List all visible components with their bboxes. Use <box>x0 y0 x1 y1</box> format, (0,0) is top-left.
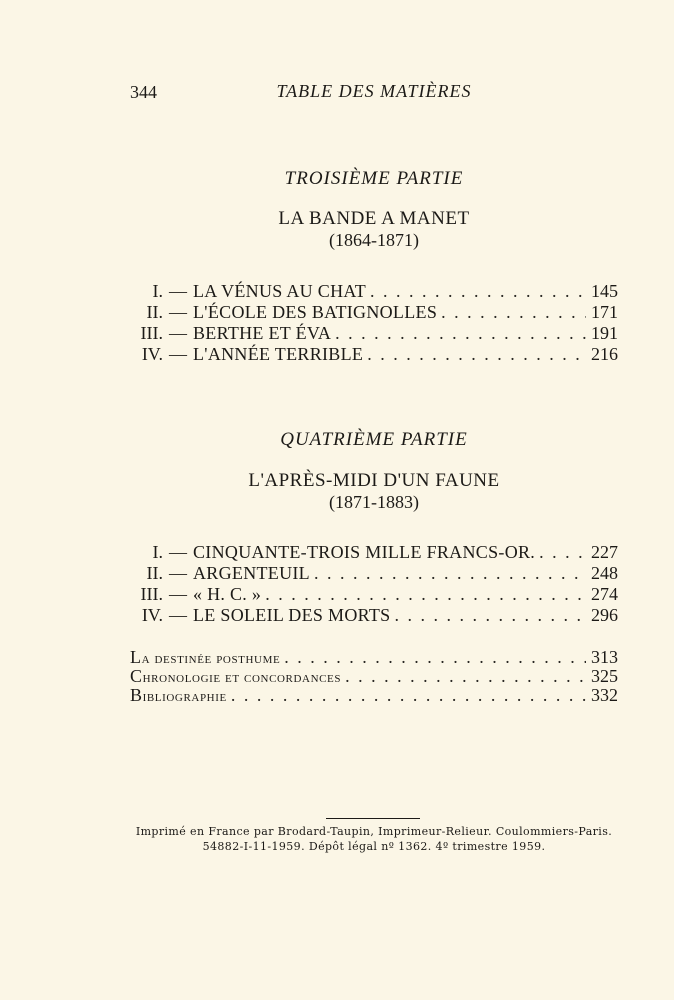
dot-leader <box>265 584 586 605</box>
part-dates: (1871-1883) <box>329 492 419 512</box>
page-number: 344 <box>130 82 157 102</box>
chapter-entry <box>130 605 618 626</box>
annex-entry <box>130 666 618 685</box>
chapter-number: III. <box>140 323 163 343</box>
dot-leader <box>539 542 586 563</box>
chapter-title: CINQUANTE-TROIS MILLE FRANCS-OR. <box>193 542 536 562</box>
dash: — <box>169 563 187 583</box>
dot-leader <box>314 563 586 584</box>
chapter-page: 296 <box>591 605 618 625</box>
dash: — <box>169 542 187 562</box>
dash: — <box>169 323 187 343</box>
chapter-page: 191 <box>591 323 618 343</box>
chapter-title: « H. C. » <box>193 584 262 604</box>
annex-title: Bibliographie <box>130 685 227 705</box>
dash: — <box>169 584 187 604</box>
chapter-number: II. <box>146 563 163 583</box>
chapter-number: II. <box>146 302 163 322</box>
part-label: QUATRIÈME PARTIE <box>280 429 468 450</box>
dot-leader <box>441 302 586 323</box>
chapter-title: L'ÉCOLE DES BATIGNOLLES <box>193 302 438 322</box>
dash: — <box>169 281 187 301</box>
annex-title: Chronologie et concordances <box>130 666 342 686</box>
dot-leader <box>335 323 586 344</box>
chapter-entry <box>130 323 618 344</box>
chapter-title: L'ANNÉE TERRIBLE <box>193 344 364 364</box>
dot-leader <box>284 647 586 668</box>
dash: — <box>169 605 187 625</box>
part-label: TROISIÈME PARTIE <box>284 168 464 189</box>
dot-leader <box>367 344 586 365</box>
chapter-page: 274 <box>591 584 618 604</box>
chapter-number: III. <box>140 584 163 604</box>
annex-entry <box>130 647 618 666</box>
part-title: L'APRÈS-MIDI D'UN FAUNE <box>248 470 500 491</box>
chapter-number: IV. <box>141 605 163 625</box>
running-title: TABLE DES MATIÈRES <box>276 81 472 101</box>
chapter-title: ARGENTEUIL <box>193 563 310 583</box>
annex-list <box>130 647 618 704</box>
part-dates: (1864-1871) <box>329 230 419 250</box>
chapter-page: 145 <box>591 281 618 301</box>
chapter-number: IV. <box>141 344 163 364</box>
imprint-line: 54882-I-11-1959. Dépôt légal nº 1362. 4º trimestre 1959. <box>202 840 546 853</box>
chapter-list <box>130 281 618 365</box>
dot-leader <box>370 281 586 302</box>
part-title: LA BANDE A MANET <box>278 208 470 229</box>
chapter-page: 171 <box>591 302 618 322</box>
annex-page: 332 <box>591 685 618 705</box>
divider-rule <box>326 818 420 819</box>
annex-title: La destinée posthume <box>130 647 281 667</box>
chapter-entry <box>130 302 618 323</box>
chapter-entry <box>130 281 618 302</box>
chapter-page: 248 <box>591 563 618 583</box>
annex-page: 313 <box>591 647 618 667</box>
chapter-title: LE SOLEIL DES MORTS <box>193 605 391 625</box>
dash: — <box>169 344 187 364</box>
annex-entry <box>130 685 618 704</box>
chapter-number: I. <box>152 281 163 301</box>
chapter-title: BERTHE ET ÉVA <box>193 323 332 343</box>
dot-leader <box>345 666 586 687</box>
chapter-page: 216 <box>591 344 618 364</box>
chapter-list <box>130 542 618 626</box>
chapter-entry <box>130 563 618 584</box>
chapter-title: LA VÉNUS AU CHAT <box>193 281 366 301</box>
chapter-entry <box>130 542 618 563</box>
annex-page: 325 <box>591 666 618 686</box>
chapter-entry <box>130 584 618 605</box>
chapter-entry <box>130 344 618 365</box>
imprint-line: Imprimé en France par Brodard-Taupin, Imprimeur-Relieur. Coulommiers-Paris. <box>135 825 613 838</box>
dash: — <box>169 302 187 322</box>
chapter-page: 227 <box>591 542 618 562</box>
dot-leader <box>231 685 586 706</box>
chapter-number: I. <box>152 542 163 562</box>
dot-leader <box>394 605 586 626</box>
